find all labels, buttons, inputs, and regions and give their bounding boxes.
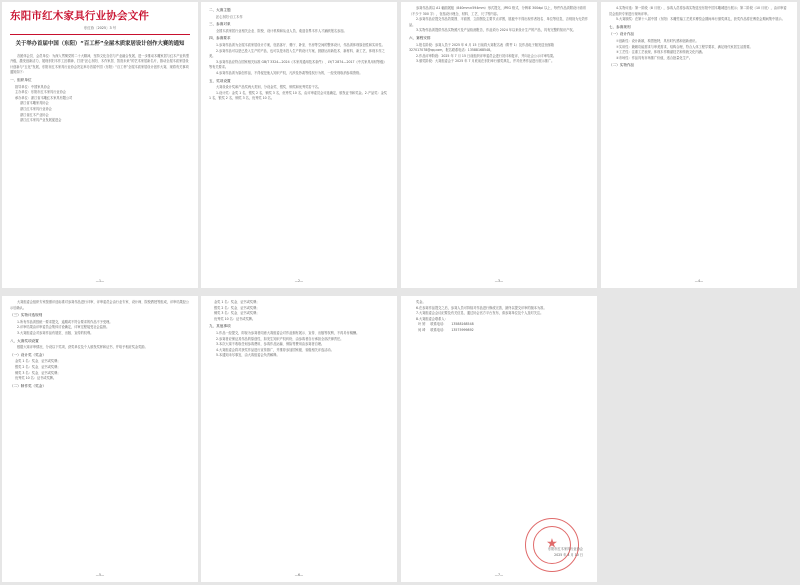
signature-block <box>548 546 583 558</box>
signing-date: 2025 年 4 月 10 日 <box>554 553 583 557</box>
requirement-item: 4.参赛作品须为原创作品，不得侵犯他人知识产权，凡涉及抄袭等侵权行为的，一经发现取消参赛资格。 <box>216 70 363 75</box>
org-line: 承办单位：浙江省木雕红木家具有限公司 <box>15 95 73 100</box>
award-line: 银奖 2 名：奖金、证书或奖牌； <box>15 364 61 369</box>
rule-item: ③工艺性：注重工艺表现，体现木作精湛技艺和传统文化内涵。 <box>616 50 705 55</box>
paragraph: 7.大赛组委会会议纪要及有关信息，通过协会官方平台发布，请参赛单位及个人及时关注。 <box>416 311 544 316</box>
document-page-3 <box>401 2 597 288</box>
seal-star-icon: ★ <box>546 536 558 552</box>
paragraph: 3.大赛组委会对参赛作品有展览、出版、宣传的权利。 <box>17 330 94 335</box>
award-line: 银奖 2 名：奖金、证书或奖牌； <box>214 305 260 310</box>
contact-label: 联系电话： <box>430 327 447 332</box>
section-heading: 二、大赛主题 <box>209 8 231 12</box>
header-org-title: 东阳市红木家具行业协会文件 <box>10 10 150 22</box>
contact-phone: 13588168548 <box>451 322 474 327</box>
award-line: 铜奖 3 名：奖金、证书或奖牌； <box>15 370 61 375</box>
award-line: 金奖 1 名：奖金、证书或奖牌； <box>15 359 61 364</box>
document-page-4 <box>601 2 797 288</box>
requirement-item: 3.参赛作品应符合国家相关标准 GB/T 3324—2024《木家具通用技术条件》、LY/T 2874—2017《中式家具用材等级》等有关要求。 <box>209 59 387 70</box>
award-line: 优秀奖 10 名：证书或奖牌。 <box>15 376 57 381</box>
page-number: —7— <box>494 573 504 578</box>
paragraph: 2.评审结果由评审委员会集体讨论确定，评审过程接受社会监督。 <box>17 325 110 330</box>
section-heading: 五、奖项设置 <box>209 78 231 83</box>
org-line: 浙江省木雕家具协会 <box>20 101 49 106</box>
schedule-item: 1.报名阶段：参赛人员于 2025 年 6 月 15 日前将大赛报名表（附件 1）及作品电子版发送至邮箱 327017078@qq.com，报名联系电话：13588168548。 <box>409 42 554 53</box>
paragraph: 4.实物评选：第一阶段（8 月底），参赛人员将参赛实物送至东阳中国木雕城进行展示；第二阶段（10 月底），由评审委员会组织专家进行现场评审。 <box>609 6 787 16</box>
section-heading: 七、参赛规则 <box>609 24 631 29</box>
other-item: 4.大赛组委会将对获奖作品进行宣传推广，并推荐参加国家级、省级相关评选活动。 <box>216 347 334 352</box>
paragraph: 5.大赛颁奖：在第十八届中国（东阳）木雕竹编工艺美术博览会期间举行颁奖典礼，获奖作品将在博览会期间集中展示。 <box>616 17 785 22</box>
other-item: 5.本通知未尽事宜，由大赛组委会负责解释。 <box>216 353 280 358</box>
paragraph: 2.参赛作品应提交作品效果图、平面图、立面图及主要节点详图，展板中不得出现作者姓名、单位等信息，否则视为无效作品。 <box>409 17 588 27</box>
page-number: —3— <box>494 279 504 284</box>
schedule-item: 2.作品评审阶段：2025 年 7 月 15 日前组织评审委员会进行初评和复评，并向社会公示评审结果。 <box>416 53 557 58</box>
other-item: 2.参赛者应保证其作品的原创性，如发生知识产权纠纷，由参赛者自行承担全部法律责任。 <box>216 336 344 341</box>
paragraph: 8.大赛组委会联系人： <box>416 316 448 321</box>
paragraph: 大赛组委会组织专家按照评选标准对参赛作品进行评审，评审委员会由行业专家、设计师、院校教授等组成，评审结果经公示后确认。 <box>10 300 190 310</box>
org-line: 浙江红木家具行业协会 <box>20 106 52 111</box>
contact-name: 何 琦 <box>418 327 426 332</box>
org-line: 浙江省红木产业协会 <box>20 112 49 117</box>
other-item: 1.作品一经提交，即视为参赛者同意大赛组委会对作品拥有展示、宣传、出版等权利，不再另付稿酬。 <box>216 330 360 335</box>
requirement-item: 1.参赛作品须为全屋木质家居设计方案，包括客厅、餐厅、卧室、书房等空间的整体设计，作品须体现原创性和实用性。 <box>216 42 385 47</box>
page-number: —1— <box>95 279 105 284</box>
page-number: —4— <box>694 279 704 284</box>
org-line: 浙江红木家具产业发展促进会 <box>20 118 62 123</box>
paragraph: 根据大赛评审情况，分设以下奖项，获奖单位及个人颁发奖杯和证书，并给予相应奖金奖励。 <box>17 345 148 350</box>
document-page-6 <box>201 296 397 582</box>
section-heading: 九、其他事项 <box>209 324 231 329</box>
document-page-2 <box>201 2 397 288</box>
org-line: 指导单位：中国家具协会 <box>15 84 51 89</box>
subsection-heading: （三）实物评选规则 <box>10 313 43 318</box>
section-heading: 四、参赛要求 <box>209 36 231 41</box>
paragraph: 奖金。 <box>416 300 426 304</box>
subsection-heading: （一）设计奖（奖金） <box>10 352 46 357</box>
award-line: 铜奖 3 名：奖金、证书或奖牌； <box>214 311 260 316</box>
section-heading: 三、参赛对象 <box>209 22 231 27</box>
section-heading: 八、大赛奖项设置 <box>10 338 39 343</box>
contact-row <box>409 328 589 334</box>
page-number: —5— <box>95 573 105 578</box>
rule-item: ④市场性：作品具有市场推广价值，适合批量化生产。 <box>616 55 693 60</box>
section-heading: 一、组织单位 <box>10 77 32 82</box>
document-page-5 <box>2 296 198 582</box>
paragraph: 1.所有作品须按统一要求提交，逾期或不符合要求的作品不予受理。 <box>17 319 113 324</box>
document-number: 东红协〔2025〕3 号 <box>83 26 117 30</box>
section-heading: 六、赛程安排 <box>409 35 431 40</box>
requirement-item: 2.参赛作品可以是已投入生产的产品，也可以是未投入生产的设计方案，鼓励运用新技术、新材料、新工艺，体现木作之美。 <box>209 48 385 59</box>
intro-paragraph: 各团体会员、会员单位：为深入贯彻党的二十大精神，坚持文化自信与产业融合发展，进一步推动木雕家居与红木产业转型升级，激发创新活力，展现东阳木作工匠精神，打造“匠心东阳、木作家居、智造未来”的艺术家居新名片，推动全屋木质家居设计创新与“五化”发展，东阳市红木家具行业协会决定举办首届中国（东阳）“百工杯”全屋木质家居设计创作大赛，现将有关事项通知如下： <box>10 53 190 75</box>
schedule-item: 3.颁奖阶段：大赛组委会于 2025 年 7 月底前在东阳举行颁奖典礼，并对优秀作品进行展示推广。 <box>416 59 555 64</box>
notice-title: 关于举办首届中国（东阳）“百工杯”全屋木质家居设计创作大赛的通知 <box>15 40 185 47</box>
official-seal-icon <box>525 518 579 572</box>
subsection-heading: （一）设计作品 <box>609 32 635 37</box>
paragraph: 1.设计奖：金奖 1 名，银奖 2 名，铜奖 3 名，优秀奖 10 名，由评审委员会评选确定，颁发证书和奖金。2.产品奖：金奖 1 名，银奖 2 名，铜奖 3 名，优秀奖 10 名。 <box>209 90 387 101</box>
paragraph: 参赛作品须以 A1 幅面展板（840mm×594mm）形式提交，JPEG 格式，分辨率 300dpi 以上，每件作品须附设计说明（不少于 300 字），包括设计理念、材料、工艺、尺寸等内容。 <box>409 6 586 16</box>
paragraph: 全国木质家居行业相关企业、院校、设计机构和从业人员，欢迎各界木作人才踊跃报名参加。 <box>216 28 347 33</box>
contact-phone: 13575999892 <box>451 327 474 332</box>
paragraph: 大赛设设计奖和产品奖两大类别，分设金奖、银奖、铜奖和优秀奖若干名。 <box>216 85 322 90</box>
other-item: 3.本次大赛不收取任何参赛费用，参赛作品运输、保险等费用由参赛者自理。 <box>216 342 325 347</box>
paragraph: 3.实物作品须提供作品实物照片及产品检测报告，作品须为 2024 年以来设计生产的产品，具有完整的知识产权。 <box>416 28 576 33</box>
rule-item: ②实用性：兼顾功能需求与审美需求，结构合理，符合人体工程学要求，满足现代家居生活需要。 <box>616 44 753 49</box>
paragraph: 匠心东阳·百工木作 <box>216 14 243 19</box>
page-number: —6— <box>294 573 304 578</box>
document-page-1 <box>2 2 198 288</box>
rule-item: ①创新性：设计新颖，构思独特，具有时代感和创新意识。 <box>616 38 699 43</box>
award-line: 优秀奖 10 名：证书或奖牌。 <box>214 316 256 321</box>
document-page-7 <box>401 296 597 582</box>
subsection-heading: （二）制作奖（奖金） <box>10 383 46 388</box>
header-red-rule <box>10 34 190 35</box>
contact-name: 叶 婷 <box>418 322 426 327</box>
paragraph: 6.在参赛作品提交之后，参赛人员可持续对作品进行修改完善，最终以提交评审的版本为准。 <box>416 305 547 310</box>
org-line: 主办单位：东阳市红木家具行业协会 <box>15 90 66 95</box>
signing-organization: 东阳市红木家具行业协会 <box>547 547 583 551</box>
subsection-heading: （二）实物作品 <box>609 63 635 68</box>
contact-label: 联系电话： <box>430 322 447 327</box>
award-line: 金奖 1 名：奖金、证书或奖牌； <box>214 300 260 304</box>
page-number: —2— <box>294 279 304 284</box>
